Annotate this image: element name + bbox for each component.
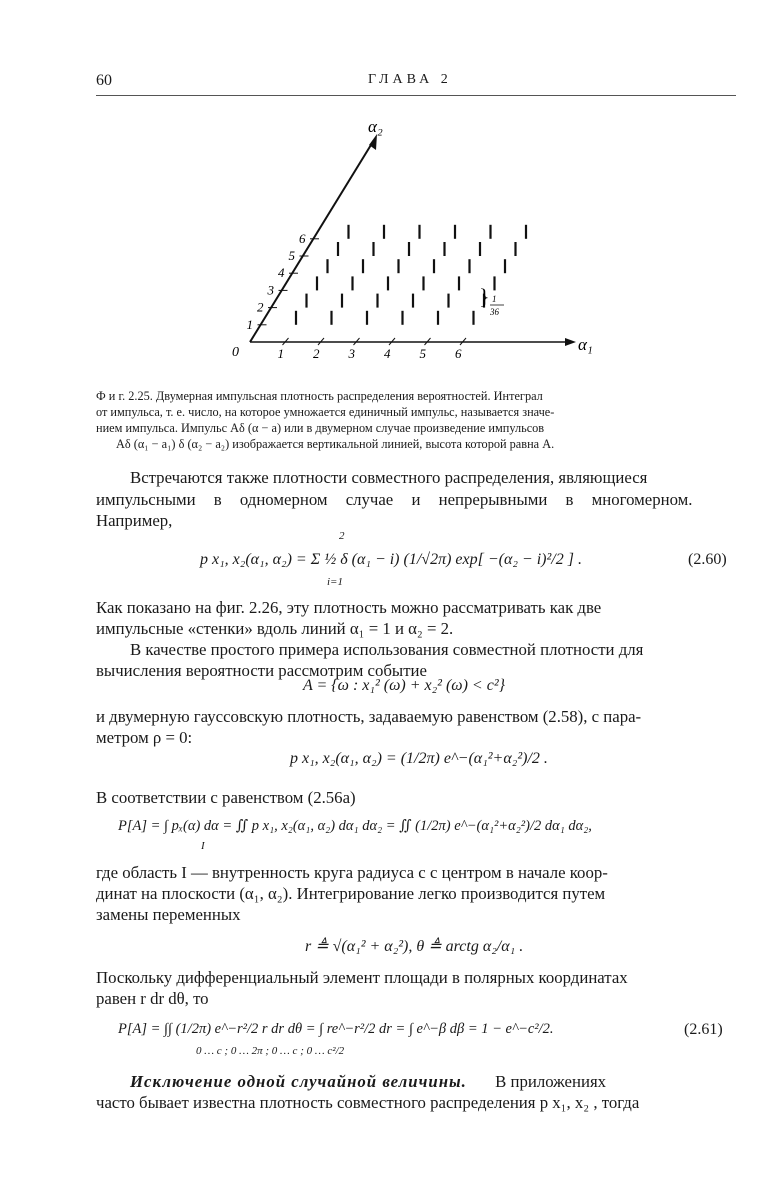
run-in-heading: Исключение одной случайной величины.	[130, 1072, 467, 1091]
caption-line: Ф и г. 2.25. Двумерная импульсная плотность распределения вероятностей. Интеграл	[96, 389, 543, 403]
x-axis-arrow	[565, 338, 576, 346]
text-line: часто бывает известна плотность совместного распределения p x₁, x₂ , тогда	[96, 1093, 640, 1112]
page-number: 60	[96, 72, 112, 89]
x-tick-label: 6	[455, 346, 462, 361]
probability-integral: P[A] = ∫ pₓ(α) dα = ∬ p x₁, x₂(α₁, α₂) dα₁ dα₂ = ∬ (1/2π) e^−(α₁²+α₂²)/2 dα₁ dα₂,	[118, 818, 592, 834]
x-axis-label: α₁	[578, 335, 593, 354]
text-line: Поскольку дифференциальный элемент площади в полярных координатах	[96, 968, 628, 987]
figure-caption	[96, 388, 736, 452]
text-line: импульсные «стенки» вдоль линий α₁ = 1 и α₂ = 2.	[96, 619, 454, 638]
text-line: импульсными в одномерном случае и непрерывными в многомерном.	[96, 490, 693, 509]
variable-substitution: r ≜ √(α₁² + α₂²), θ ≜ arctg α₂/α₁ .	[305, 938, 524, 955]
x-tick-label: 3	[348, 346, 355, 361]
chapter-header: ГЛАВА 2	[368, 72, 452, 87]
y-axis-line	[250, 140, 374, 342]
y-tick-label: 4	[278, 265, 285, 281]
text-line: В качестве простого примера использования совместной плотности для	[130, 640, 644, 659]
equation-2-60: p x₁, x₂(α₁, α₂) = Σ ½ δ (α₁ − i) (1/√2π) exp[ −(α₂ − i)²/2 ] .	[200, 551, 582, 568]
x-tick-label: 2	[313, 346, 320, 361]
x-tick-label: 4	[384, 346, 391, 361]
x-tick-label: 5	[419, 346, 426, 361]
text-line: В соответствии с равенством (2.56а)	[96, 788, 356, 807]
text-line: равен r dr dθ, то	[96, 989, 209, 1008]
y-axis-label: α₂	[368, 117, 383, 136]
caption-line: от импульса, т. е. число, на которое умножается единичный импульс, называется значе-	[96, 405, 555, 419]
text-line: динат на плоскости (α₁, α₂). Интегрирование легко производится путем	[96, 884, 606, 903]
gaussian-density: p x₁, x₂(α₁, α₂) = (1/2π) e^−(α₁²+α₂²)/2 .	[290, 750, 548, 767]
integral-region-label: I	[201, 840, 205, 852]
origin-label: 0	[232, 345, 239, 360]
event-definition: A = {ω : x₁² (ω) + x₂² (ω) < c²}	[303, 677, 506, 694]
equation-2-61: P[A] = ∫∫ (1/2π) e^−r²/2 r dr dθ = ∫ re^−r²/2 dr = ∫ e^−β dβ = 1 − e^−c²/2.	[118, 1021, 554, 1037]
section-heading-line	[130, 1072, 606, 1092]
header-rule	[96, 95, 736, 96]
equation-number: (2.60)	[688, 551, 727, 568]
text-fragment: В приложениях	[495, 1072, 607, 1091]
sum-lower-limit: i=1	[327, 576, 343, 588]
integral-limits: 0 … c ; 0 … 2π ; 0 … c ; 0 … c²/2	[196, 1045, 345, 1057]
caption-line: нием импульса. Импульс Aδ (α − a) или в двумерном случае произведение импульсов	[96, 421, 545, 435]
text-line: вычисления вероятности рассмотрим событие	[96, 661, 427, 680]
impulse-value-denominator: 36	[490, 307, 499, 317]
text-line: Как показано на фиг. 2.26, эту плотность можно рассматривать как две	[96, 598, 602, 617]
x-tick-label: 1	[277, 346, 284, 361]
text-line: Например,	[96, 511, 173, 530]
text-line: метром ρ = 0:	[96, 728, 193, 747]
impulse-density-figure	[220, 110, 600, 372]
impulse-brace: }	[479, 284, 490, 309]
caption-line: Aδ (α₁ − a₁) δ (α₂ − a₂) изображается вертикальной линией, высота которой равна A.	[116, 437, 555, 451]
text-line: замены переменных	[96, 905, 241, 924]
text-line: и двумерную гауссовскую плотность, задаваемую равенством (2.58), с пара-	[96, 707, 642, 726]
text-line: Встречаются также плотности совместного распределения, являющиеся	[130, 468, 648, 487]
impulse-value-numerator: 1	[492, 294, 497, 304]
y-tick-label: 6	[299, 230, 306, 246]
equation-number: (2.61)	[684, 1021, 723, 1038]
y-tick-label: 5	[288, 248, 295, 263]
y-tick-label: 2	[257, 299, 264, 315]
y-tick-label: 1	[246, 316, 253, 332]
sum-upper-limit: 2	[339, 530, 345, 542]
y-tick-label: 3	[267, 282, 274, 298]
text-line: где область I — внутренность круга радиуса c с центром в начале коор-	[96, 863, 608, 882]
